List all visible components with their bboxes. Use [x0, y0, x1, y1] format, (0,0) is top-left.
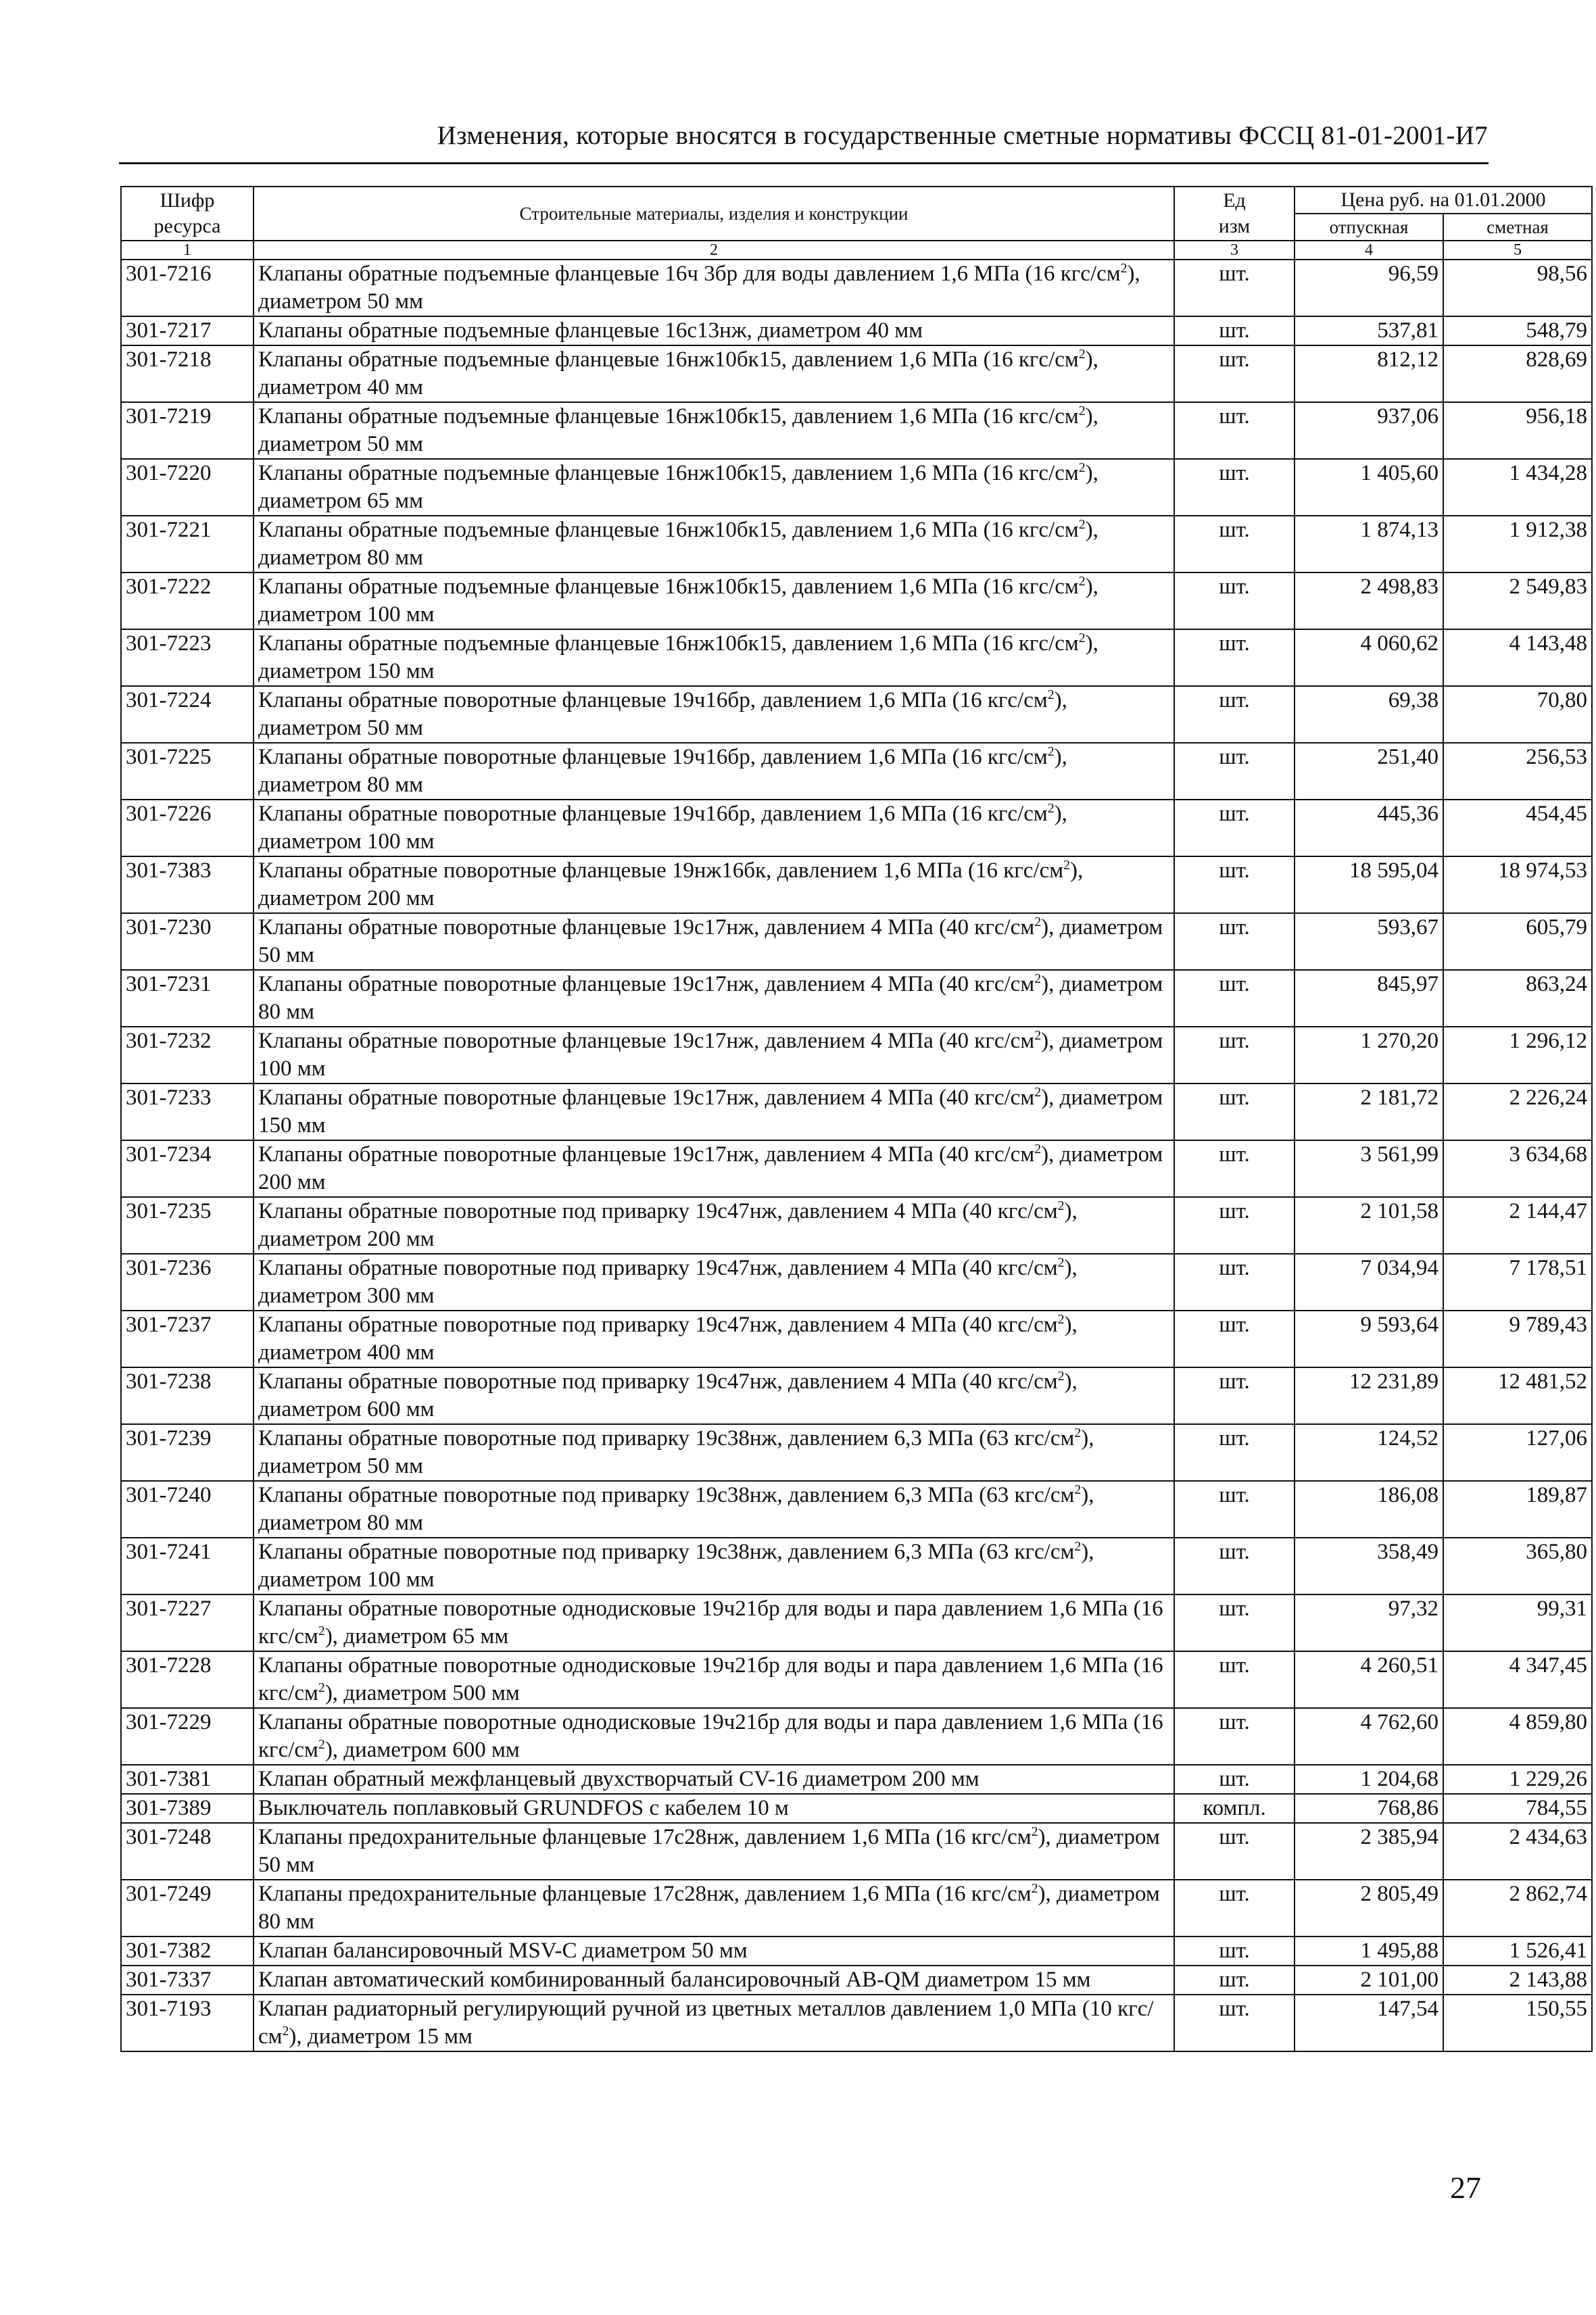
header-code-line2: ресурса	[153, 215, 221, 237]
estimate-price-cell: 256,53	[1443, 743, 1592, 800]
release-price-cell: 2 181,72	[1295, 1083, 1443, 1140]
resource-code-cell: 301-7234	[121, 1140, 253, 1197]
unit-cell: шт.	[1174, 743, 1295, 800]
material-name-cell: Клапаны обратные поворотные фланцевые 19с17нж, давлением 4 МПа (40 кгс/$см^2$), диаметром 80 мм	[253, 970, 1174, 1027]
unit-cell: компл.	[1174, 1794, 1295, 1823]
resource-code-cell: 301-7240	[121, 1481, 253, 1538]
release-price-cell: 251,40	[1295, 743, 1443, 800]
header-price-release: отпускная	[1295, 214, 1443, 241]
estimate-price-cell: 2 434,63	[1443, 1823, 1592, 1880]
unit-cell: шт.	[1174, 1765, 1295, 1794]
table-row	[121, 1765, 1592, 1794]
estimate-price-cell: 2 226,24	[1443, 1083, 1592, 1140]
table-row	[121, 1197, 1592, 1254]
estimate-price-cell: 150,55	[1443, 1995, 1592, 2051]
table-row	[121, 686, 1592, 743]
header-price-group: Цена руб. на 01.01.2000	[1295, 187, 1592, 214]
release-price-cell: 445,36	[1295, 800, 1443, 856]
resource-code-cell: 301-7216	[121, 260, 253, 316]
table-row	[121, 1594, 1592, 1651]
resource-code-cell: 301-7236	[121, 1254, 253, 1311]
release-price-cell: 1 270,20	[1295, 1027, 1443, 1083]
estimate-price-cell: 1 229,26	[1443, 1765, 1592, 1794]
estimate-price-cell: 189,87	[1443, 1481, 1592, 1538]
resource-code-cell: 301-7237	[121, 1311, 253, 1367]
resource-code-cell: 301-7248	[121, 1823, 253, 1880]
estimate-price-cell: 18 974,53	[1443, 856, 1592, 913]
material-name-cell: Клапаны обратные поворотные однодисковые 19ч21бр для воды и пара давлением 1,6 МПа (16 кгс/$см^2$), диаметром 65 мм	[253, 1594, 1174, 1651]
column-number: 2	[253, 241, 1174, 260]
unit-cell: шт.	[1174, 316, 1295, 345]
unit-cell: шт.	[1174, 1083, 1295, 1140]
table-row	[121, 345, 1592, 402]
unit-cell: шт.	[1174, 1027, 1295, 1083]
release-price-cell: 12 231,89	[1295, 1367, 1443, 1424]
resource-code-cell: 301-7381	[121, 1765, 253, 1794]
release-price-cell: 1 204,68	[1295, 1765, 1443, 1794]
estimate-price-cell: 1 434,28	[1443, 459, 1592, 516]
column-number: 4	[1295, 241, 1443, 260]
unit-cell: шт.	[1174, 402, 1295, 459]
table-row	[121, 743, 1592, 800]
column-number-row	[121, 241, 1592, 260]
table-row	[121, 1311, 1592, 1367]
estimate-price-cell: 605,79	[1443, 913, 1592, 970]
release-price-cell: 812,12	[1295, 345, 1443, 402]
resource-code-cell: 301-7221	[121, 516, 253, 572]
unit-cell: шт.	[1174, 1823, 1295, 1880]
unit-cell: шт.	[1174, 1367, 1295, 1424]
material-name-cell: Клапаны обратные поворотные однодисковые 19ч21бр для воды и пара давлением 1,6 МПа (16 кгс/$см^2$), диаметром 600 мм	[253, 1708, 1174, 1765]
header-price-estimate: сметная	[1443, 214, 1592, 241]
material-name-cell: Клапаны обратные поворотные под приварку 19с47нж, давлением 4 МПа (40 кгс/$см^2$), диаметром 300 мм	[253, 1254, 1174, 1311]
estimate-price-cell: 956,18	[1443, 402, 1592, 459]
page-header-title: Изменения, которые вносятся в государственные сметные нормативы ФССЦ 81-01-2001-И7	[437, 121, 1488, 150]
table-row	[121, 572, 1592, 629]
price-table	[120, 186, 1593, 2052]
estimate-price-cell: 98,56	[1443, 260, 1592, 316]
table-row	[121, 1708, 1592, 1765]
column-number: 1	[121, 241, 253, 260]
resource-code-cell: 301-7383	[121, 856, 253, 913]
release-price-cell: 768,86	[1295, 1794, 1443, 1823]
release-price-cell: 937,06	[1295, 402, 1443, 459]
table-row	[121, 316, 1592, 345]
release-price-cell: 147,54	[1295, 1995, 1443, 2051]
material-name-cell: Клапаны обратные подъемные фланцевые 16ч 3бр для воды давлением 1,6 МПа (16 кгс/$см^2$), диаметром 50 мм	[253, 260, 1174, 316]
table-row	[121, 1140, 1592, 1197]
table-row	[121, 800, 1592, 856]
material-name-cell: Клапаны обратные поворотные под приварку 19с38нж, давлением 6,3 МПа (63 кгс/$см^2$), диаметром 50 мм	[253, 1424, 1174, 1481]
release-price-cell: 1 495,88	[1295, 1936, 1443, 1966]
column-number: 3	[1174, 241, 1295, 260]
estimate-price-cell: 2 549,83	[1443, 572, 1592, 629]
estimate-price-cell: 9 789,43	[1443, 1311, 1592, 1367]
release-price-cell: 2 385,94	[1295, 1823, 1443, 1880]
release-price-cell: 4 260,51	[1295, 1651, 1443, 1708]
estimate-price-cell: 1 912,38	[1443, 516, 1592, 572]
header-unit	[1174, 187, 1295, 241]
resource-code-cell: 301-7231	[121, 970, 253, 1027]
estimate-price-cell: 548,79	[1443, 316, 1592, 345]
unit-cell: шт.	[1174, 800, 1295, 856]
material-name-cell: Клапан автоматический комбинированный балансировочный AB-QM диаметром 15 мм	[253, 1966, 1174, 1995]
release-price-cell: 9 593,64	[1295, 1311, 1443, 1367]
material-name-cell: Клапаны обратные поворотные фланцевые 19с17нж, давлением 4 МПа (40 кгс/$см^2$), диаметром 150 мм	[253, 1083, 1174, 1140]
estimate-price-cell: 828,69	[1443, 345, 1592, 402]
unit-cell: шт.	[1174, 260, 1295, 316]
unit-cell: шт.	[1174, 970, 1295, 1027]
unit-cell: шт.	[1174, 1594, 1295, 1651]
resource-code-cell: 301-7228	[121, 1651, 253, 1708]
resource-code-cell: 301-7233	[121, 1083, 253, 1140]
table-row	[121, 1880, 1592, 1936]
unit-cell: шт.	[1174, 1651, 1295, 1708]
header-code-line1: Шифр	[160, 189, 215, 212]
table-row	[121, 1254, 1592, 1311]
release-price-cell: 2 101,00	[1295, 1966, 1443, 1995]
resource-code-cell: 301-7230	[121, 913, 253, 970]
estimate-price-cell: 2 862,74	[1443, 1880, 1592, 1936]
unit-cell: шт.	[1174, 1311, 1295, 1367]
table-row	[121, 1538, 1592, 1594]
table-header	[121, 187, 1592, 260]
unit-cell: шт.	[1174, 1254, 1295, 1311]
release-price-cell: 1 874,13	[1295, 516, 1443, 572]
table-row	[121, 402, 1592, 459]
resource-code-cell: 301-7337	[121, 1966, 253, 1995]
release-price-cell: 2 101,58	[1295, 1197, 1443, 1254]
release-price-cell: 2 498,83	[1295, 572, 1443, 629]
resource-code-cell: 301-7220	[121, 459, 253, 516]
unit-cell: шт.	[1174, 1538, 1295, 1594]
table-row	[121, 856, 1592, 913]
estimate-price-cell: 1 526,41	[1443, 1936, 1592, 1966]
estimate-price-cell: 4 859,80	[1443, 1708, 1592, 1765]
table-row	[121, 260, 1592, 316]
resource-code-cell: 301-7229	[121, 1708, 253, 1765]
header-divider	[119, 162, 1489, 164]
resource-code-cell: 301-7217	[121, 316, 253, 345]
resource-code-cell: 301-7382	[121, 1936, 253, 1966]
table-row	[121, 516, 1592, 572]
estimate-price-cell: 1 296,12	[1443, 1027, 1592, 1083]
estimate-price-cell: 4 347,45	[1443, 1651, 1592, 1708]
page-number: 27	[1450, 2170, 1481, 2205]
table-row	[121, 1995, 1592, 2051]
table-row	[121, 459, 1592, 516]
unit-cell: шт.	[1174, 459, 1295, 516]
estimate-price-cell: 99,31	[1443, 1594, 1592, 1651]
estimate-price-cell: 784,55	[1443, 1794, 1592, 1823]
material-name-cell: Клапаны обратные поворотные фланцевые 19ч16бр, давлением 1,6 МПа (16 кгс/$см^2$), диаметром 80 мм	[253, 743, 1174, 800]
resource-code-cell: 301-7226	[121, 800, 253, 856]
estimate-price-cell: 4 143,48	[1443, 629, 1592, 686]
material-name-cell: Клапан радиаторный регулирующий ручной из цветных металлов давлением 1,0 МПа (10 кгс/$см^2$), диаметром 15 мм	[253, 1995, 1174, 2051]
estimate-price-cell: 365,80	[1443, 1538, 1592, 1594]
estimate-price-cell: 127,06	[1443, 1424, 1592, 1481]
release-price-cell: 7 034,94	[1295, 1254, 1443, 1311]
table-row	[121, 1794, 1592, 1823]
table-row	[121, 1651, 1592, 1708]
resource-code-cell: 301-7218	[121, 345, 253, 402]
release-price-cell: 845,97	[1295, 970, 1443, 1027]
header-unit-line2: изм	[1218, 215, 1251, 237]
estimate-price-cell: 454,45	[1443, 800, 1592, 856]
header-name: Строительные материалы, изделия и конструкции	[253, 187, 1174, 241]
unit-cell: шт.	[1174, 516, 1295, 572]
release-price-cell: 96,59	[1295, 260, 1443, 316]
unit-cell: шт.	[1174, 686, 1295, 743]
material-name-cell: Клапаны обратные подъемные фланцевые 16нж10бк15, давлением 1,6 МПа (16 кгс/$см^2$), диаметром 65 мм	[253, 459, 1174, 516]
table-row	[121, 913, 1592, 970]
estimate-price-cell: 2 143,88	[1443, 1966, 1592, 1995]
resource-code-cell: 301-7222	[121, 572, 253, 629]
table-row	[121, 629, 1592, 686]
unit-cell: шт.	[1174, 1197, 1295, 1254]
material-name-cell: Клапаны обратные подъемные фланцевые 16нж10бк15, давлением 1,6 МПа (16 кгс/$см^2$), диаметром 50 мм	[253, 402, 1174, 459]
resource-code-cell: 301-7235	[121, 1197, 253, 1254]
material-name-cell: Клапаны обратные поворотные фланцевые 19с17нж, давлением 4 МПа (40 кгс/$см^2$), диаметром 200 мм	[253, 1140, 1174, 1197]
estimate-price-cell: 70,80	[1443, 686, 1592, 743]
material-name-cell: Клапаны обратные подъемные фланцевые 16нж10бк15, давлением 1,6 МПа (16 кгс/$см^2$), диаметром 80 мм	[253, 516, 1174, 572]
material-name-cell: Клапан обратный межфланцевый двухстворчатый CV-16 диаметром 200 мм	[253, 1765, 1174, 1794]
material-name-cell: Клапаны обратные подъемные фланцевые 16нж10бк15, давлением 1,6 МПа (16 кгс/$см^2$), диаметром 40 мм	[253, 345, 1174, 402]
unit-cell: шт.	[1174, 629, 1295, 686]
resource-code-cell: 301-7224	[121, 686, 253, 743]
material-name-cell: Клапаны предохранительные фланцевые 17с28нж, давлением 1,6 МПа (16 кгс/$см^2$), диаметром 50 мм	[253, 1823, 1174, 1880]
release-price-cell: 4 060,62	[1295, 629, 1443, 686]
material-name-cell: Клапаны обратные поворотные под приварку 19с47нж, давлением 4 МПа (40 кгс/$см^2$), диаметром 400 мм	[253, 1311, 1174, 1367]
estimate-price-cell: 3 634,68	[1443, 1140, 1592, 1197]
table-row	[121, 1083, 1592, 1140]
unit-cell: шт.	[1174, 1140, 1295, 1197]
table-body	[121, 260, 1592, 2051]
material-name-cell: Клапаны обратные поворотные фланцевые 19с17нж, давлением 4 МПа (40 кгс/$см^2$), диаметром 50 мм	[253, 913, 1174, 970]
material-name-cell: Клапаны обратные поворотные под приварку 19с38нж, давлением 6,3 МПа (63 кгс/$см^2$), диаметром 80 мм	[253, 1481, 1174, 1538]
release-price-cell: 124,52	[1295, 1424, 1443, 1481]
release-price-cell: 18 595,04	[1295, 856, 1443, 913]
resource-code-cell: 301-7232	[121, 1027, 253, 1083]
table-row	[121, 1481, 1592, 1538]
resource-code-cell: 301-7227	[121, 1594, 253, 1651]
table-row	[121, 1936, 1592, 1966]
unit-cell: шт.	[1174, 1708, 1295, 1765]
unit-cell: шт.	[1174, 1995, 1295, 2051]
material-name-cell: Клапаны обратные поворотные под приварку 19с47нж, давлением 4 МПа (40 кгс/$см^2$), диаметром 600 мм	[253, 1367, 1174, 1424]
table-row	[121, 1966, 1592, 1995]
column-number: 5	[1443, 241, 1592, 260]
material-name-cell: Клапаны обратные поворотные однодисковые 19ч21бр для воды и пара давлением 1,6 МПа (16 кгс/$см^2$), диаметром 500 мм	[253, 1651, 1174, 1708]
unit-cell: шт.	[1174, 572, 1295, 629]
resource-code-cell: 301-7249	[121, 1880, 253, 1936]
unit-cell: шт.	[1174, 856, 1295, 913]
material-name-cell: Клапаны обратные поворотные фланцевые 19ч16бр, давлением 1,6 МПа (16 кгс/$см^2$), диаметром 50 мм	[253, 686, 1174, 743]
table-row	[121, 1424, 1592, 1481]
header-code	[121, 187, 253, 241]
material-name-cell: Клапаны обратные подъемные фланцевые 16нж10бк15, давлением 1,6 МПа (16 кгс/$см^2$), диаметром 100 мм	[253, 572, 1174, 629]
material-name-cell: Клапаны предохранительные фланцевые 17с28нж, давлением 1,6 МПа (16 кгс/$см^2$), диаметром 80 мм	[253, 1880, 1174, 1936]
release-price-cell: 4 762,60	[1295, 1708, 1443, 1765]
material-name-cell: Клапаны обратные поворотные под приварку 19с47нж, давлением 4 МПа (40 кгс/$см^2$), диаметром 200 мм	[253, 1197, 1174, 1254]
release-price-cell: 69,38	[1295, 686, 1443, 743]
material-name-cell: Клапаны обратные поворотные фланцевые 19с17нж, давлением 4 МПа (40 кгс/$см^2$), диаметром 100 мм	[253, 1027, 1174, 1083]
unit-cell: шт.	[1174, 1936, 1295, 1966]
unit-cell: шт.	[1174, 1481, 1295, 1538]
unit-cell: шт.	[1174, 345, 1295, 402]
resource-code-cell: 301-7389	[121, 1794, 253, 1823]
resource-code-cell: 301-7225	[121, 743, 253, 800]
release-price-cell: 2 805,49	[1295, 1880, 1443, 1936]
material-name-cell: Клапаны обратные поворотные фланцевые 19нж16бк, давлением 1,6 МПа (16 кгс/$см^2$), диаметром 200 мм	[253, 856, 1174, 913]
resource-code-cell: 301-7193	[121, 1995, 253, 2051]
material-name-cell: Клапаны обратные подъемные фланцевые 16с13нж, диаметром 40 мм	[253, 316, 1174, 345]
table-row	[121, 1823, 1592, 1880]
estimate-price-cell: 2 144,47	[1443, 1197, 1592, 1254]
header-unit-line1: Ед	[1223, 189, 1246, 212]
release-price-cell: 537,81	[1295, 316, 1443, 345]
resource-code-cell: 301-7241	[121, 1538, 253, 1594]
table-row	[121, 1027, 1592, 1083]
estimate-price-cell: 12 481,52	[1443, 1367, 1592, 1424]
resource-code-cell: 301-7219	[121, 402, 253, 459]
unit-cell: шт.	[1174, 1880, 1295, 1936]
release-price-cell: 358,49	[1295, 1538, 1443, 1594]
estimate-price-cell: 7 178,51	[1443, 1254, 1592, 1311]
material-name-cell: Клапаны обратные поворотные фланцевые 19ч16бр, давлением 1,6 МПа (16 кгс/$см^2$), диаметром 100 мм	[253, 800, 1174, 856]
unit-cell: шт.	[1174, 1424, 1295, 1481]
release-price-cell: 186,08	[1295, 1481, 1443, 1538]
unit-cell: шт.	[1174, 913, 1295, 970]
material-name-cell: Клапан балансировочный MSV-C диаметром 50 мм	[253, 1936, 1174, 1966]
material-name-cell: Клапаны обратные поворотные под приварку 19с38нж, давлением 6,3 МПа (63 кгс/$см^2$), диаметром 100 мм	[253, 1538, 1174, 1594]
release-price-cell: 3 561,99	[1295, 1140, 1443, 1197]
table-row	[121, 1367, 1592, 1424]
release-price-cell: 1 405,60	[1295, 459, 1443, 516]
release-price-cell: 97,32	[1295, 1594, 1443, 1651]
estimate-price-cell: 863,24	[1443, 970, 1592, 1027]
resource-code-cell: 301-7239	[121, 1424, 253, 1481]
material-name-cell: Выключатель поплавковый GRUNDFOS с кабелем 10 м	[253, 1794, 1174, 1823]
table-row	[121, 970, 1592, 1027]
resource-code-cell: 301-7223	[121, 629, 253, 686]
unit-cell: шт.	[1174, 1966, 1295, 1995]
material-name-cell: Клапаны обратные подъемные фланцевые 16нж10бк15, давлением 1,6 МПа (16 кгс/$см^2$), диаметром 150 мм	[253, 629, 1174, 686]
release-price-cell: 593,67	[1295, 913, 1443, 970]
resource-code-cell: 301-7238	[121, 1367, 253, 1424]
